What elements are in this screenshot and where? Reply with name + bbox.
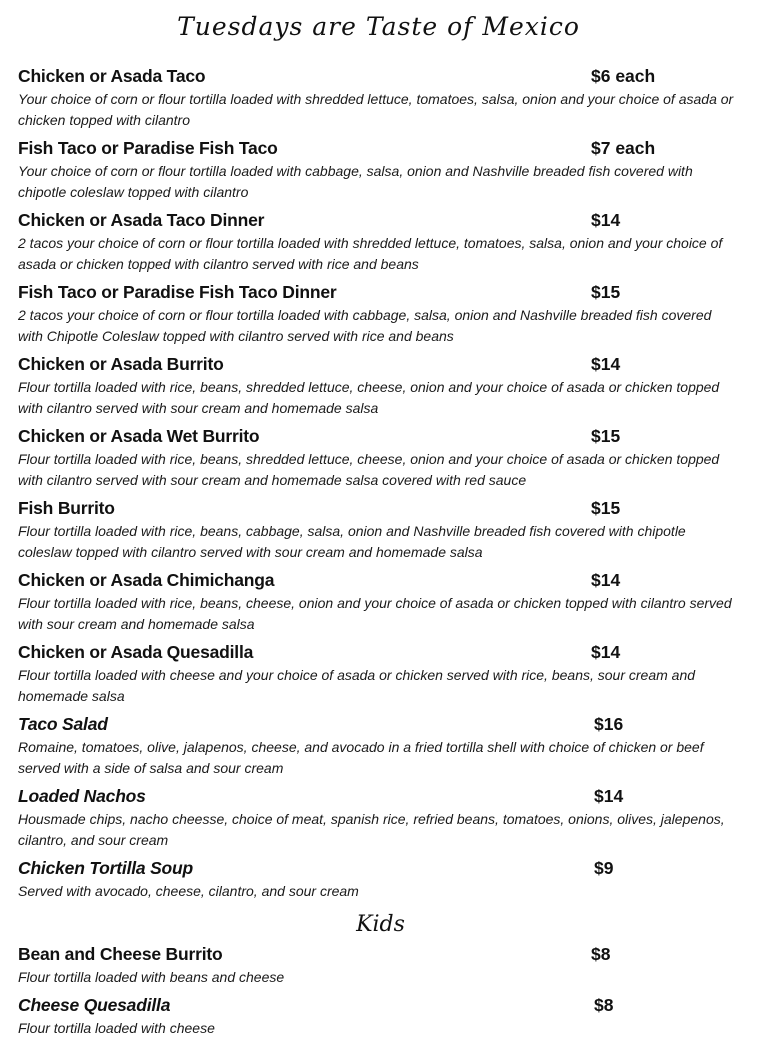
menu-item xyxy=(18,786,743,850)
menu-item xyxy=(18,995,743,1039)
item-name: Chicken or Asada Burrito xyxy=(18,354,224,374)
item-name: Fish Burrito xyxy=(18,498,115,518)
item-price: $14 xyxy=(594,786,624,806)
menu-item xyxy=(18,944,743,988)
page-title: Tuesdays are Taste of Mexico xyxy=(177,12,580,41)
menu-item xyxy=(18,354,743,418)
menu-item xyxy=(18,138,743,202)
item-description: 2 tacos your choice of corn or flour tortilla loaded with cabbage, salsa, onion and Nashville breaded fish covered with Chipotle Coleslaw topped with cilantro served with rice and beans xyxy=(18,307,712,344)
item-price: $7 each xyxy=(591,138,656,158)
item-name: Chicken or Asada Taco Dinner xyxy=(18,210,265,230)
item-price: $14 xyxy=(591,210,621,230)
item-price: $15 xyxy=(591,498,621,518)
item-description: Your choice of corn or flour tortilla loaded with cabbage, salsa, onion and Nashville breaded fish covered with chipotle coleslaw topped with cilantro xyxy=(18,163,693,200)
menu-item xyxy=(18,210,743,274)
item-description: Flour tortilla loaded with rice, beans, shredded lettuce, cheese, onion and your choice of asada or chicken topped with cilantro served with sour cream and homemade salsa covered with red sauce xyxy=(18,451,720,488)
kids-heading: Kids xyxy=(356,911,405,937)
item-description: Your choice of corn or flour tortilla loaded with shredded lettuce, tomatoes, salsa, onion and your choice of asada or chicken topped with cilantro xyxy=(18,91,734,128)
menu-item xyxy=(18,282,743,346)
item-name: Loaded Nachos xyxy=(18,786,146,806)
item-description: Flour tortilla loaded with rice, beans, cabbage, salsa, onion and Nashville breaded fish covered with chipotle coleslaw topped with cilantro served with sour cream and homemade salsa xyxy=(18,523,686,560)
item-description: Romaine, tomatoes, olive, jalapenos, cheese, and avocado in a fried tortilla shell with choice of chicken or beef served with a side of salsa and sour cream xyxy=(18,739,704,776)
item-price: $15 xyxy=(591,282,621,302)
item-name: Chicken or Asada Quesadilla xyxy=(18,642,254,662)
item-price: $8 xyxy=(594,995,614,1015)
item-name: Cheese Quesadilla xyxy=(18,995,171,1015)
menu-item xyxy=(18,642,743,706)
item-description: Flour tortilla loaded with cheese xyxy=(18,1020,215,1036)
item-price: $6 each xyxy=(591,66,656,86)
item-price: $15 xyxy=(591,426,621,446)
item-price: $14 xyxy=(591,570,621,590)
item-name: Fish Taco or Paradise Fish Taco Dinner xyxy=(18,282,337,302)
item-description: Housmade chips, nacho cheesse, choice of meat, spanish rice, refried beans, tomatoes, onions, olives, jalepenos, cilantro, and sour cream xyxy=(18,811,725,848)
menu-item xyxy=(18,66,743,130)
menu-item xyxy=(18,570,743,634)
item-description: Flour tortilla loaded with rice, beans, cheese, onion and your choice of asada or chicken topped with cilantro served with sour cream and homemade salsa xyxy=(18,595,732,632)
menu-list xyxy=(18,66,743,1047)
item-name: Taco Salad xyxy=(18,714,108,734)
item-price: $14 xyxy=(591,354,621,374)
menu-item xyxy=(18,714,743,778)
item-description: Served with avocado, cheese, cilantro, and sour cream xyxy=(18,883,359,899)
item-description: Flour tortilla loaded with cheese and your choice of asada or chicken served with rice, beans, sour cream and homemade salsa xyxy=(18,667,696,704)
menu-item xyxy=(18,858,743,902)
menu-item xyxy=(18,426,743,490)
item-price: $16 xyxy=(594,714,624,734)
item-price: $14 xyxy=(591,642,621,662)
item-name: Chicken Tortilla Soup xyxy=(18,858,194,878)
item-name: Chicken or Asada Taco xyxy=(18,66,206,86)
item-description: 2 tacos your choice of corn or flour tortilla loaded with shredded lettuce, tomatoes, salsa, onion and your choice of asada or chicken topped with cilantro served with rice and beans xyxy=(18,235,723,272)
item-description: Flour tortilla loaded with beans and cheese xyxy=(18,968,285,985)
item-name: Fish Taco or Paradise Fish Taco xyxy=(18,138,278,158)
item-description: Flour tortilla loaded with rice, beans, shredded lettuce, cheese, onion and your choice of asada or chicken topped with cilantro served with sour cream and homemade salsa xyxy=(18,379,720,416)
item-name: Chicken or Asada Chimichanga xyxy=(18,570,275,590)
menu-item xyxy=(18,498,743,562)
item-price: $8 xyxy=(591,943,611,964)
item-price: $9 xyxy=(594,858,614,878)
item-name: Bean and Cheese Burrito xyxy=(18,943,223,964)
item-name: Chicken or Asada Wet Burrito xyxy=(18,426,260,446)
